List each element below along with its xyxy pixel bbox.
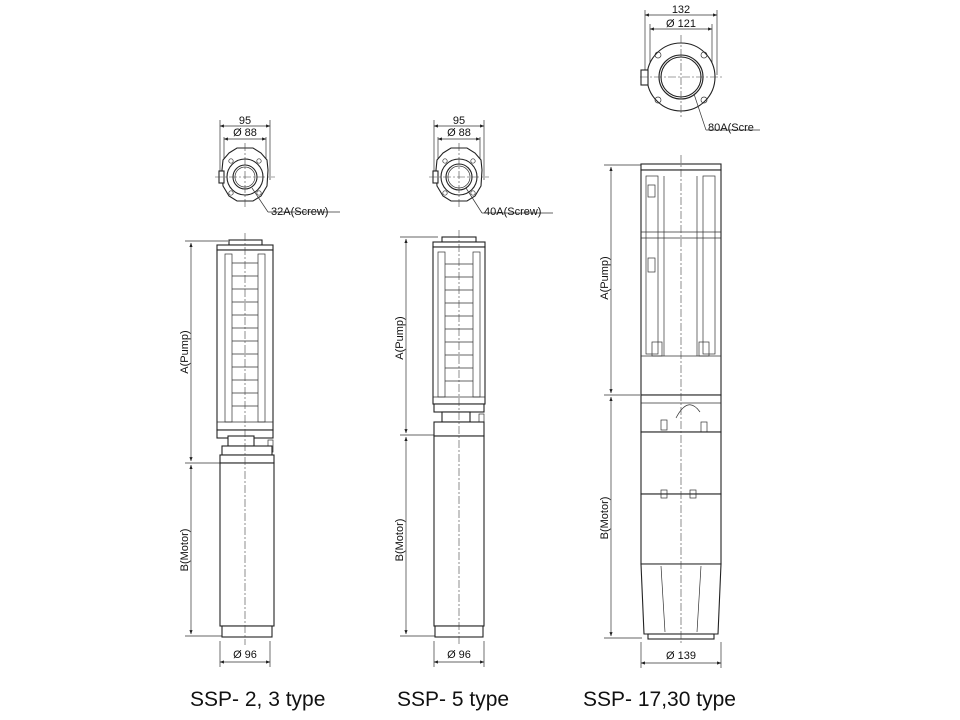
motor-length-label: B(Motor) xyxy=(179,528,191,572)
top-inner-dim: Ø 88 xyxy=(447,127,471,139)
caption-ssp-17-30: SSP- 17,30 type xyxy=(583,688,736,711)
screw-label: 32A(Screw) xyxy=(271,206,329,218)
top-view-ssp-5 xyxy=(429,115,553,218)
bottom-dim: Ø 96 xyxy=(233,649,257,661)
top-outer-dim: 132 xyxy=(671,4,691,16)
bottom-dim: Ø 139 xyxy=(666,650,696,662)
pump-length-label: A(Pump) xyxy=(394,316,406,360)
top-outer-dim: 95 xyxy=(238,115,252,127)
screw-label: 80A(Scre xyxy=(708,122,754,134)
screw-label: 40A(Screw) xyxy=(484,206,542,218)
top-view-ssp-17-30 xyxy=(640,4,760,134)
caption-ssp-2-3: SSP- 2, 3 type xyxy=(190,688,326,711)
pump-length-label: A(Pump) xyxy=(179,330,191,374)
motor-length-label: B(Motor) xyxy=(599,496,611,540)
top-view-ssp-2-3 xyxy=(215,115,340,218)
top-inner-dim: Ø 121 xyxy=(666,18,696,30)
side-view-ssp-2-3 xyxy=(179,233,274,667)
top-inner-dim: Ø 88 xyxy=(233,127,257,139)
side-view-ssp-17-30 xyxy=(599,155,721,668)
pump-length-label: A(Pump) xyxy=(599,256,611,300)
pump-ssp-17-30 xyxy=(599,4,760,668)
side-view-ssp-5 xyxy=(394,230,485,667)
pump-ssp-5 xyxy=(394,115,553,667)
bottom-dim: Ø 96 xyxy=(447,649,471,661)
top-outer-dim: 95 xyxy=(452,115,466,127)
pump-ssp-2-3 xyxy=(179,115,340,667)
motor-length-label: B(Motor) xyxy=(394,518,406,562)
caption-ssp-5: SSP- 5 type xyxy=(397,688,510,711)
